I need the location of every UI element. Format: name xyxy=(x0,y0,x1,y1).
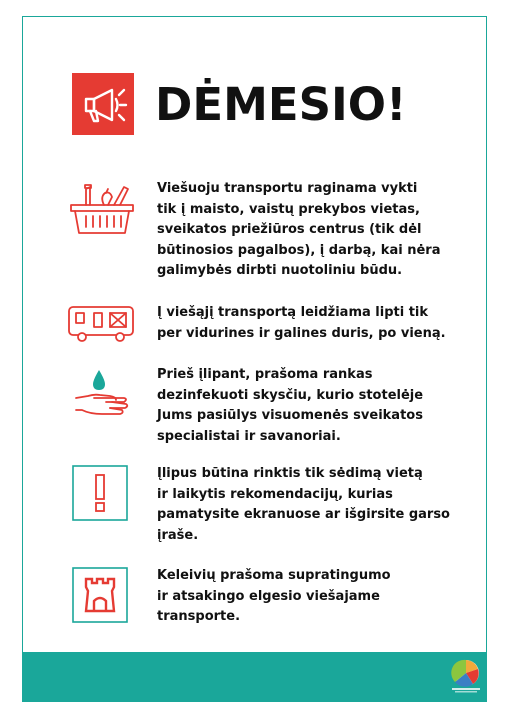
organization-logo xyxy=(447,657,485,695)
instruction-text-3: Prieš įlipant, prašoma rankas dezinfekuoti skysčiu, kurio stotelėje Jums pasiūlys visuomenės sveikatos specialistai ir savanoriai. xyxy=(157,367,424,444)
footer-bar xyxy=(22,652,487,702)
grocery-basket-icon xyxy=(66,183,138,243)
exclamation-icon xyxy=(72,465,128,521)
page-title: DĖMESIO! xyxy=(155,78,407,131)
castle-tower-icon xyxy=(72,567,128,623)
megaphone-icon xyxy=(72,73,134,135)
bus-icon xyxy=(66,303,138,345)
instruction-text-5: Keleivių prašoma supratingumo ir atsakingo elgesio viešajame transporte. xyxy=(157,568,391,624)
hand-sanitizer-icon xyxy=(72,368,134,420)
instruction-text-2: Į viešąjį transportą leidžiama lipti tik per vidurines ir galines duris, po vieną. xyxy=(157,305,446,341)
instruction-text-1: Viešuoju transportu raginama vykti tik į maisto, vaistų prekybos vietas, sveikatos priežiūros centrus (tik dėl būtinosios pagalbos), į darbą, kai nėra galimybės dirbti nuotoliniu būdu. xyxy=(157,181,441,278)
instruction-text-4: Įlipus būtina rinktis tik sėdimą vietą ir laikytis rekomendacijų, kurias pamatysite ekranuose ar išgirsite garso įraše. xyxy=(157,466,450,543)
